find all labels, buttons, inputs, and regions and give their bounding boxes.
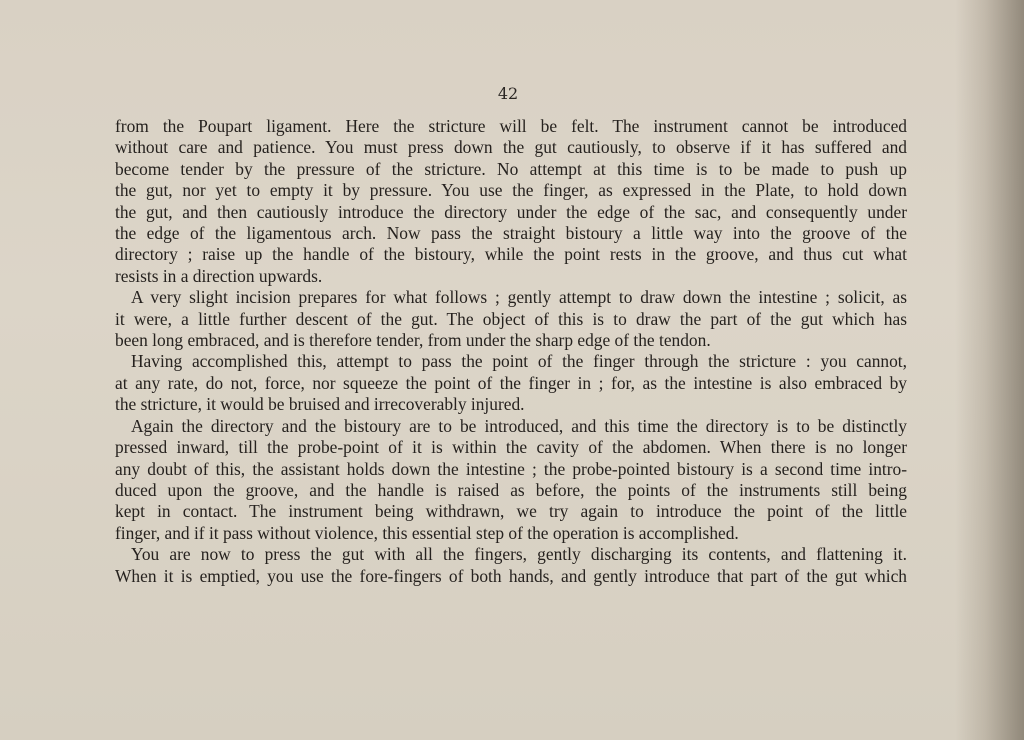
text-line: kept in contact. The instrument being withdrawn, we try again to introduce the point of the little [115,501,907,522]
text-line: resists in a direction upwards. [115,265,323,286]
text-line: it were, a little further descent of the gut. The object of this is to draw the part of the gut which has [115,308,907,329]
paragraph [115,544,907,587]
paragraph [115,351,907,415]
text-line: directory ; raise up the handle of the bistoury, while the point rests in the groove, and thus cut what [115,244,907,265]
paragraph [115,287,907,351]
text-line: the gut, nor yet to empty it by pressure. You use the finger, as expressed in the Plate, to hold down [115,180,907,201]
text-line: duced upon the groove, and the handle is raised as before, the points of the instruments still being [115,479,907,500]
page-number: 42 [497,84,519,103]
text-line: the stricture, it would be bruised and irrecoverably injured. [115,394,525,415]
text-line: become tender by the pressure of the stricture. No attempt at this time is to be made to push up [115,158,907,179]
text-line: A very slight incision prepares for what follows ; gently attempt to draw down the intestine ; solicit, as [131,287,907,308]
text-line: been long embraced, and is therefore tender, from under the sharp edge of the tendon. [115,330,711,351]
paragraph [115,416,907,544]
body-text [115,116,907,587]
text-line: finger, and if it pass without violence, this essential step of the operation is accomplished. [115,522,739,543]
text-line: When it is emptied, you use the fore-fingers of both hands, and gently introduce that part of the gut which [115,565,907,586]
text-line: any doubt of this, the assistant holds down the intestine ; the probe-pointed bistoury is a second time intro- [115,458,907,479]
text-line: Having accomplished this, attempt to pass the point of the finger through the stricture : you cannot, [131,351,907,372]
text-line: from the Poupart ligament. Here the stricture will be felt. The instrument cannot be introduced [115,116,907,136]
text-line: the gut, and then cautiously introduce the directory under the edge of the sac, and consequently under [115,201,907,222]
paragraph [115,116,907,287]
text-line: Again the directory and the bistoury are to be introduced, and this time the directory is to be distinctly [131,415,907,436]
text-line: without care and patience. You must press down the gut cautiously, to observe if it has suffered and [115,137,907,158]
text-line: pressed inward, till the probe-point of it is within the cavity of the abdomen. When there is no longer [115,437,907,458]
text-line: at any rate, do not, force, nor squeeze the point of the finger in ; for, as the intestine is also embraced by [115,372,907,393]
text-line: You are now to press the gut with all the fingers, gently discharging its contents, and flattening it. [131,544,907,565]
text-line: the edge of the ligamentous arch. Now pass the straight bistoury a little way into the groove of the [115,223,907,244]
